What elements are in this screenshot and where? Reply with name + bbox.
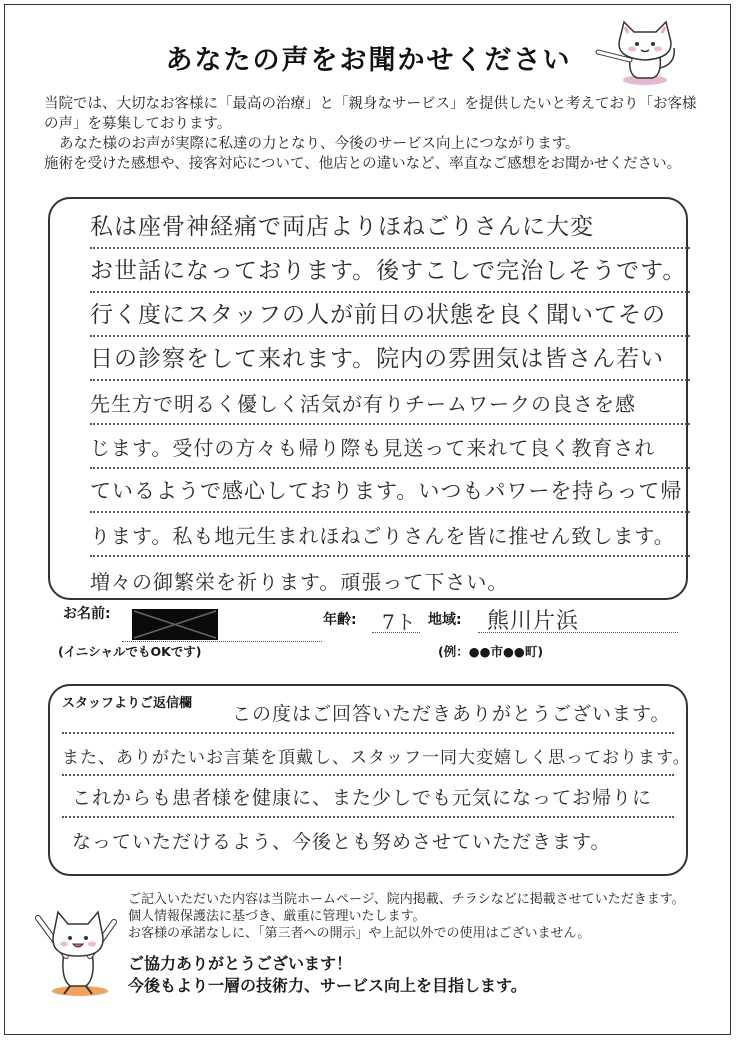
message-text: 行く度にスタッフの人が前日の状態を良く聞いてその bbox=[90, 302, 666, 328]
message-line bbox=[90, 293, 690, 337]
area-value: 熊川片浜 bbox=[487, 609, 580, 634]
message-text: じます。受付の方々も帰り際も見送って来れて良く教育され bbox=[90, 436, 656, 460]
message-line bbox=[90, 337, 690, 381]
age-value: 7ト bbox=[382, 610, 417, 634]
message-text: 日の診察をして来れます。院内の雰囲気は皆さん若い bbox=[90, 346, 665, 372]
footer-line-1: ご記入いただいた内容は当院ホームページ、院内掲載、チラシなどに掲載させていただきます。 bbox=[128, 892, 685, 907]
footer-line-2: 個人情報保護法に基づき、厳重に管理いたします。 bbox=[128, 909, 426, 924]
message-line bbox=[90, 513, 690, 557]
reply-line bbox=[62, 778, 674, 818]
message-text: お世話になっております。後すこしで完治しそうです。 bbox=[90, 258, 687, 284]
age-label: 年齢: bbox=[323, 612, 357, 628]
cat-pointing-icon bbox=[590, 18, 700, 88]
message-line bbox=[90, 557, 690, 601]
message-line bbox=[90, 425, 690, 469]
reply-text: また、ありがたいお言葉を頂戴し、スタッフ一同大変嬉しく思っております。 bbox=[62, 748, 691, 768]
reply-text: なっていただけるよう、今後とも努めさせていただきます。 bbox=[72, 831, 611, 853]
message-line bbox=[90, 469, 690, 513]
message-line bbox=[90, 205, 690, 249]
message-line bbox=[90, 249, 690, 293]
message-text: 増々の御繁栄を祈ります。頑張って下さい。 bbox=[90, 570, 509, 594]
area-label: 地域: bbox=[428, 612, 462, 628]
reply-label: スタッフよりご返信欄 bbox=[62, 696, 193, 711]
thanks-message bbox=[128, 953, 527, 997]
message-text: 私は座骨神経痛で両店よりほねごりさんに大変 bbox=[90, 214, 594, 240]
reply-text: これからも患者様を健康に、また少しでも元気になってお帰りに bbox=[72, 787, 653, 809]
intro-line-3: 施術を受けた感想や、接客対応について、他店との違いなど、率直なご感想をお聞かせください。 bbox=[44, 156, 682, 172]
reply-line bbox=[62, 736, 691, 776]
example-note: (例：●●市●●町) bbox=[438, 644, 544, 659]
footer-notice bbox=[128, 891, 728, 942]
thanks-line-1: ご協力ありがとうございます！ bbox=[128, 954, 353, 973]
thanks-line-2: 今後もより一層の技術力、サービス向上を目指します。 bbox=[128, 976, 527, 995]
message-text: ているようで感心しております。いつもパワーを持らって帰 bbox=[90, 479, 683, 503]
intro-line-2: あなた様のお声が実際に私達の力となり、今後のサービス向上につながります。 bbox=[59, 136, 580, 152]
reply-line bbox=[62, 694, 674, 734]
message-text: ります。私も地元生まれほねごりさんを皆に推せん致します。 bbox=[90, 524, 675, 548]
name-label: お名前: bbox=[63, 606, 111, 622]
page-title: あなたの声をお聞かせください bbox=[165, 45, 572, 76]
message-line bbox=[90, 381, 690, 425]
intro-line-1: 当院では、大切なお客様に「最高の治療」と「親身なサービス」を提供したいと考えており「お客様の声」を募集しております。 bbox=[44, 96, 697, 132]
reply-line bbox=[62, 820, 674, 860]
age-underline bbox=[372, 632, 420, 633]
cat-cheering-icon bbox=[30, 898, 120, 998]
message-text: 先生方で明るく優しく活気が有りチームワークの良さを感 bbox=[90, 392, 636, 416]
footer-line-3: お客様の承諾なしに、「第三者への開示」や上記以外での使用はございません。 bbox=[128, 926, 591, 941]
initial-note: (イニシャルでもOKです) bbox=[58, 644, 202, 659]
redaction-cross-icon bbox=[132, 609, 218, 640]
area-underline bbox=[478, 632, 678, 633]
reply-text: この度はご回答いただきありがとうございます。 bbox=[232, 703, 671, 725]
intro-text bbox=[44, 94, 704, 174]
